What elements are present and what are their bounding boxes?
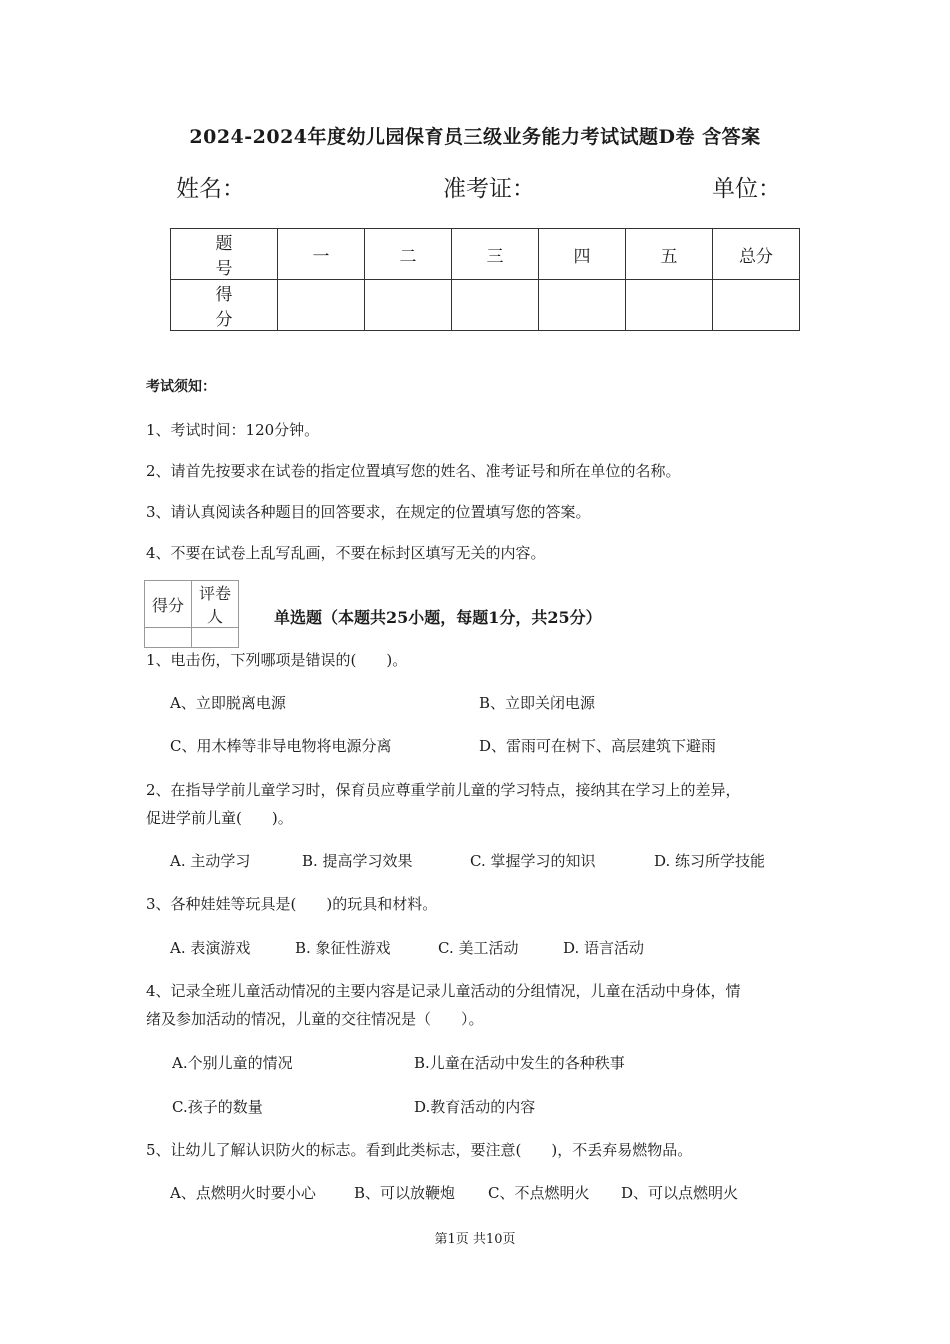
option-b[interactable]: B.儿童在活动中发生的各种秩事	[414, 1054, 625, 1072]
option-d[interactable]: D.教育活动的内容	[414, 1098, 536, 1116]
score-cell-1[interactable]	[278, 280, 365, 331]
option-d[interactable]: D、雷雨可在树下、高层建筑下避雨	[479, 737, 717, 755]
score-cell-total[interactable]	[713, 280, 800, 331]
option-b[interactable]: B. 提高学习效果	[302, 852, 413, 870]
question-stem: 4、记录全班儿童活动情况的主要内容是记录儿童活动的分组情况，儿童在活动中身体，情	[146, 982, 741, 1000]
name-field-label: 姓名：	[176, 176, 245, 202]
grader-name-label: 评卷人	[192, 581, 239, 628]
question-stem-cont: 绪及参加活动的情况，儿童的交往情况是（ ）。	[146, 1010, 484, 1028]
note-item: 2、请首先按要求在试卷的指定位置填写您的姓名、准考证号和所在单位的名称。	[146, 462, 681, 480]
grader-score-cell[interactable]	[145, 628, 192, 648]
option-a[interactable]: A、点燃明火时要小心	[170, 1184, 316, 1202]
score-table-header-row	[171, 229, 800, 280]
option-b[interactable]: B、可以放鞭炮	[354, 1184, 456, 1202]
page-footer: 第1页 共10页	[434, 1232, 516, 1247]
option-d[interactable]: D. 练习所学技能	[654, 852, 766, 870]
option-a[interactable]: A. 主动学习	[170, 852, 251, 870]
option-c[interactable]: C、不点燃明火	[488, 1184, 590, 1202]
option-c[interactable]: C. 美工活动	[438, 939, 519, 957]
header-cell-3: 三	[452, 229, 539, 280]
grader-score-label: 得分	[145, 581, 192, 628]
note-item: 4、不要在试卷上乱写乱画，不要在标封区填写无关的内容。	[146, 544, 546, 562]
question-stem: 2、在指导学前儿童学习时，保育员应尊重学前儿童的学习特点，接纳其在学习上的差异，	[146, 781, 741, 799]
grader-box	[144, 580, 239, 648]
score-cell-5[interactable]	[626, 280, 713, 331]
note-item: 1、考试时间：120分钟。	[146, 421, 320, 439]
section-title: 单选题（本题共25小题，每题1分，共25分）	[274, 608, 602, 627]
header-cell-5: 五	[626, 229, 713, 280]
score-cell-3[interactable]	[452, 280, 539, 331]
option-d[interactable]: D、可以点燃明火	[621, 1184, 739, 1202]
score-table	[170, 228, 800, 331]
header-cell-1: 一	[278, 229, 365, 280]
note-item: 3、请认真阅读各种题目的回答要求，在规定的位置填写您的答案。	[146, 503, 591, 521]
score-cell-2[interactable]	[365, 280, 452, 331]
score-cell-4[interactable]	[539, 280, 626, 331]
header-cell-4: 四	[539, 229, 626, 280]
grader-name-cell[interactable]	[192, 628, 239, 648]
notes-heading: 考试须知：	[146, 379, 216, 395]
option-b[interactable]: B、立即关闭电源	[479, 694, 596, 712]
score-row-label: 得 分	[171, 280, 278, 331]
option-d[interactable]: D. 语言活动	[563, 939, 645, 957]
question-stem: 5、让幼儿了解认识防火的标志。看到此类标志，要注意( )，不丢弃易燃物品。	[146, 1141, 693, 1159]
header-cell-2: 二	[365, 229, 452, 280]
option-a[interactable]: A、立即脱离电源	[170, 694, 286, 712]
question-stem: 3、各种娃娃等玩具是( )的玩具和材料。	[146, 895, 438, 913]
exam-id-field-label: 准考证：	[443, 176, 535, 202]
score-table-score-row	[171, 280, 800, 331]
header-cell-total: 总分	[713, 229, 800, 280]
option-a[interactable]: A.个别儿童的情况	[172, 1054, 293, 1072]
option-b[interactable]: B. 象征性游戏	[295, 939, 391, 957]
option-c[interactable]: C、用木棒等非导电物将电源分离	[170, 737, 392, 755]
header-cell-label: 题 号	[171, 229, 278, 280]
question-stem: 1、电击伤，下列哪项是错误的( )。	[146, 651, 408, 669]
option-a[interactable]: A. 表演游戏	[170, 939, 251, 957]
option-c[interactable]: C. 掌握学习的知识	[470, 852, 596, 870]
option-c[interactable]: C.孩子的数量	[172, 1098, 263, 1116]
unit-field-label: 单位：	[712, 176, 781, 202]
document-title: 2024-2024年度幼儿园保育员三级业务能力考试试题D卷 含答案	[189, 126, 761, 148]
question-stem-cont: 促进学前儿童( )。	[146, 809, 293, 827]
